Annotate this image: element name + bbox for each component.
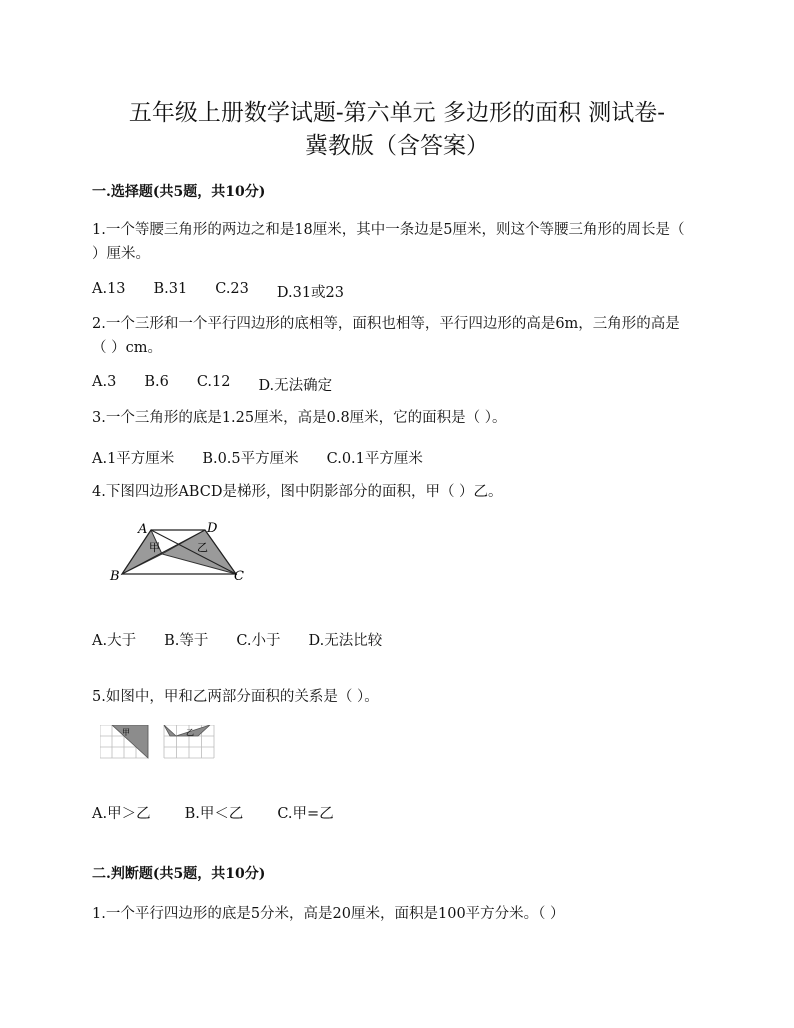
q2-option-c: C.12	[196, 374, 231, 390]
q5-option-a: A.甲＞乙	[92, 806, 151, 822]
q5-shaded-yi-small	[164, 725, 176, 736]
q1-option-d: D.31或23	[276, 285, 345, 301]
q4-label-c: C	[234, 569, 244, 584]
q3-option-b: B.0.5平方厘米	[202, 451, 299, 467]
q3-text: 3.一个三角形的底是1.25厘米，高是0.8厘米，它的面积是（ ）。	[92, 410, 507, 426]
q5-text: 5.如图中，甲和乙两部分面积的关系是（ ）。	[92, 689, 379, 705]
q2-option-d: D.无法确定	[258, 378, 333, 394]
q5-grid-figure	[100, 725, 216, 761]
section2-heading: 二.判断题(共5题，共10分)	[92, 866, 266, 882]
q1-option-c: C.23	[215, 281, 249, 297]
q4-option-b: B.等于	[164, 633, 209, 649]
q5-options	[92, 802, 362, 823]
q5-option-c: C.甲=乙	[277, 806, 334, 822]
q4-label-b: B	[110, 569, 120, 584]
q4-label-jia: 甲	[149, 541, 160, 554]
q1-text: 1.一个等腰三角形的两边之和是18厘米，其中一条边是5厘米，则这个等腰三角形的周长是（ ）厘米。	[92, 222, 685, 262]
q4-label-yi: 乙	[197, 541, 208, 554]
document-title-line2: 冀教版（含答案）	[305, 133, 489, 159]
q5-option-b: B.甲＜乙	[184, 806, 244, 822]
q2-text: 2.一个三形和一个平行四边形的底相等，面积也相等，平行四边形的高是6m，三角形的高是（ ）cm。	[92, 316, 680, 356]
q5-label-jia: 甲	[122, 728, 130, 737]
q4-option-c: C.小于	[236, 633, 281, 649]
q4-text: 4.下图四边形ABCD是梯形，图中阴影部分的面积，甲（ ）乙。	[92, 484, 503, 500]
document-title-line1: 五年级上册数学试题-第六单元 多边形的面积 测试卷-	[128, 100, 666, 126]
q2-options	[92, 374, 360, 395]
q2-option-b: B.6	[144, 374, 169, 390]
q3-option-c: C.0.1平方厘米	[326, 451, 423, 467]
q2-option-a: A.3	[92, 374, 117, 390]
q5-shaded-jia	[112, 725, 148, 758]
q4-label-a: A	[138, 522, 148, 537]
q4-options	[92, 629, 410, 650]
q1-option-b: B.31	[153, 281, 188, 297]
q4-option-a: A.大于	[92, 633, 137, 649]
q3-options	[92, 447, 451, 468]
q4-option-d: D.无法比较	[308, 633, 383, 649]
q5-label-yi: 乙	[186, 728, 194, 737]
q4-trapezoid-figure	[100, 518, 260, 590]
judge-q1-text: 1.一个平行四边形的底是5分米，高是20厘米，面积是100平方分米。（ ）	[92, 906, 565, 922]
q1-option-a: A.13	[92, 281, 126, 297]
q4-label-d: D	[207, 521, 218, 536]
q1-options	[92, 281, 372, 302]
q3-option-a: A.1平方厘米	[92, 451, 175, 467]
section1-heading: 一.选择题(共5题，共10分)	[92, 184, 266, 200]
